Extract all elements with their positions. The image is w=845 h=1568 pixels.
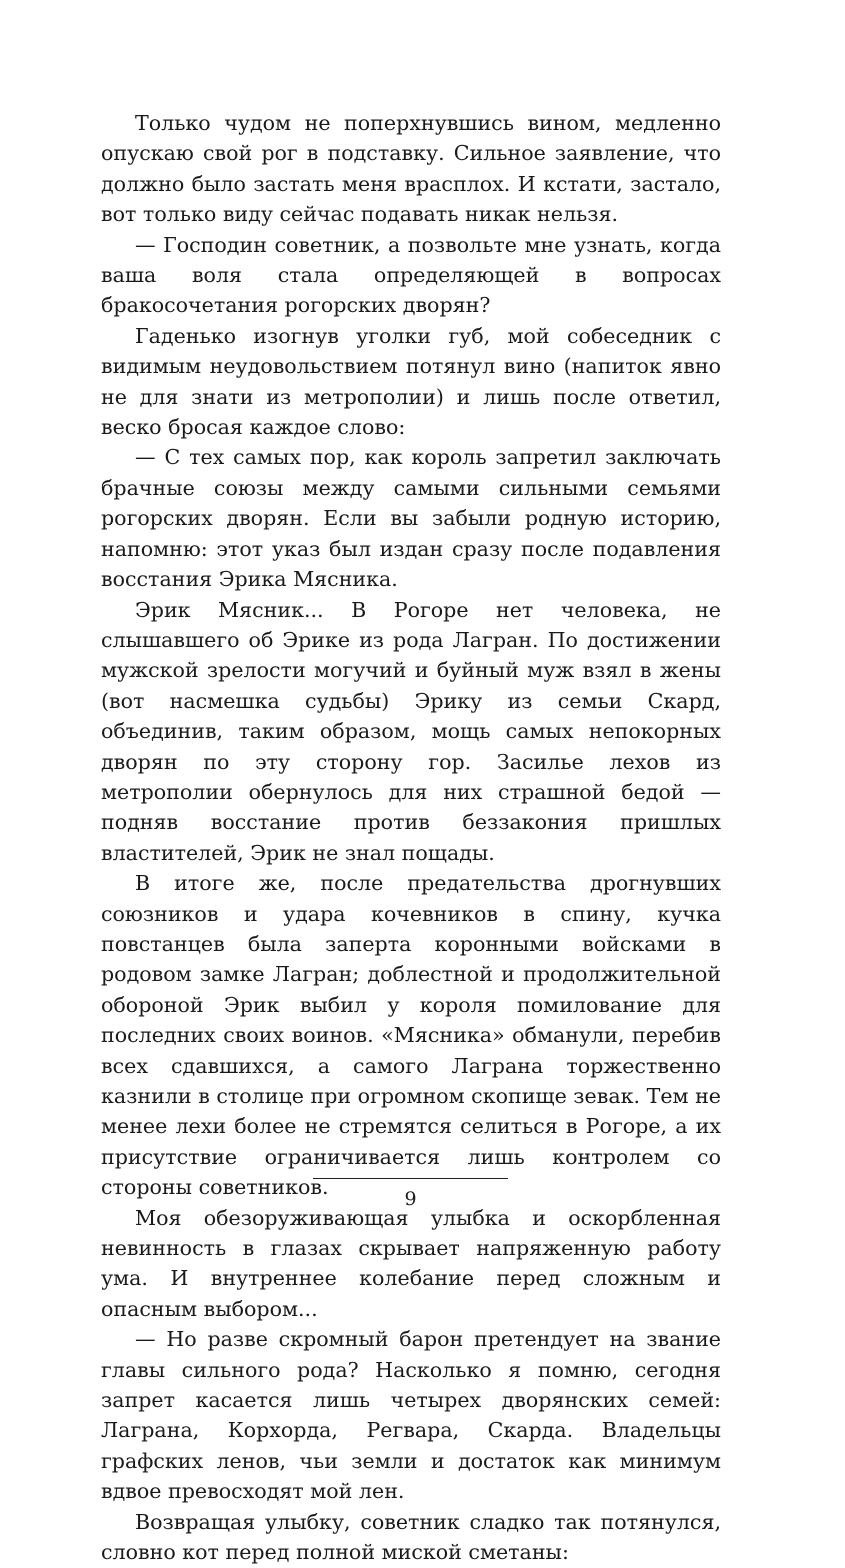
paragraph: — Господин советник, а позвольте мне узнать, когда ваша воля стала определяющей в вопросах бракосочетания рогорских дворян? — [101, 232, 721, 318]
paragraph: — С тех самых пор, как король запретил заключать брачные союзы между самыми сильными семьями рогорских дворян. Если вы забыли родную историю, напомню: этот указ был издан сразу после подавления восстания Эрика Мясника. — [101, 445, 721, 592]
paragraph: Возвращая улыбку, советник сладко так потянулся, словно кот перед полной миской сметаны: — [101, 1509, 721, 1565]
page-number: 9 — [404, 1188, 417, 1210]
paragraph: В итоге же, после предательства дрогнувших союзников и удара кочевников в спину, кучка повстанцев была заперта коронными войсками в родовом замке Лагран; доблестной и продолжительной обороной Эрик выбил у короля помилование для последних своих воинов. «Мясника» обманули, перебив всех сдавшихся, а самого Лаграна торжественно казнили в столице при огромном скопище зевак. Тем не менее лехи более не стремятся селиться в Рогоре, а их присутствие ограничивается лишь контролем со стороны советников. — [101, 871, 721, 1200]
paragraph: Эрик Мясник... В Рогоре нет человека, не слышавшего об Эрике из рода Лагран. По достижении мужской зрелости могучий и буйный муж взял в жены (вот насмешка судьбы) Эрику из семьи Скард, объединив, таким образом, мощь самых непокорных дворян по эту сторону гор. Засилье лехов из метрополии обернулось для них страшной бедой — подняв восстание против беззакония пришлых властителей, Эрик не знал пощады. — [101, 597, 721, 865]
paragraph: — Но разве скромный барон претендует на звание главы сильного рода? Насколько я помню, сегодня запрет касается лишь четырех дворянских семей: Лаграна, Корхорда, Регвара, Скарда. Владельцы графских ленов, чьи земли и достаток как минимум вдвое превосходят мой лен. — [101, 1327, 721, 1504]
paragraph: Гаденько изогнув уголки губ, мой собеседник с видимым неудовольствием потянул вино (напиток явно не для знати из метрополии) и лишь после ответил, веско бросая каждое слово: — [101, 323, 721, 440]
body-text — [101, 108, 721, 1568]
paragraph: Моя обезоруживающая улыбка и оскорбленная невинность в глазах скрывает напряженную работу ума. И внутреннее колебание перед сложным и опасным выбором... — [101, 1205, 721, 1321]
footer-divider — [313, 1178, 508, 1179]
paragraph: Только чудом не поперхнувшись вином, медленно опускаю свой рог в подставку. Сильное заявление, что должно было застать меня врасплох. И кстати, застало, вот только виду сейчас подавать никак нельзя. — [101, 111, 721, 227]
